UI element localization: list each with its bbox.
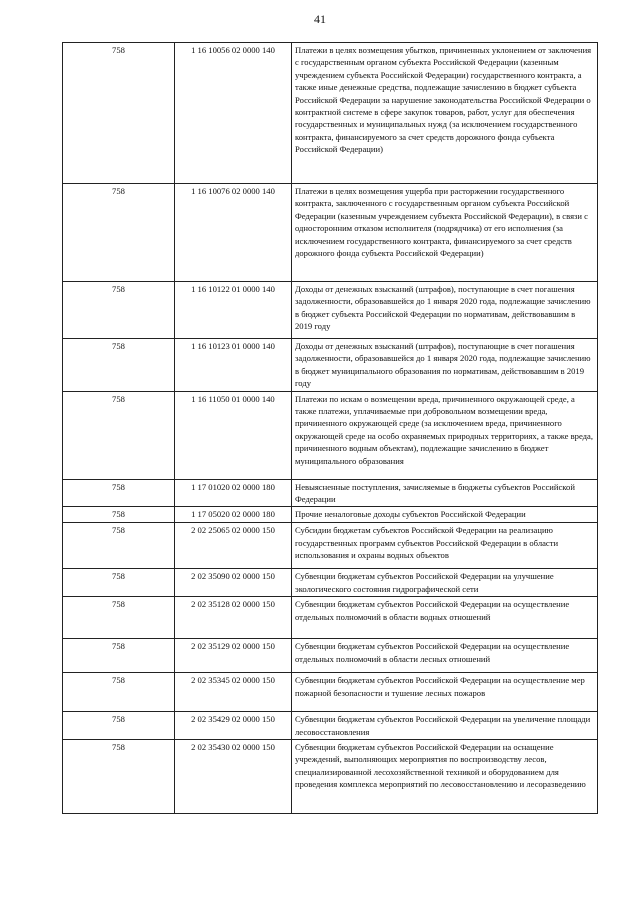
revenue-description-cell: Платежи в целях возмещения убытков, причиненных уклонением от заключения с государственным органом субъекта Российской Федерации (казенным учреждением субъекта Российской Федерации) государственного контракта, а также иные денежные средства, подлежащие зачислению в бюджет субъекта Российской Федерации за нарушение законодательства Российской Федерации о контрактной системе в сфере закупок товаров, работ, услуг для обеспечения государственных и муниципальных нужд (за исключением государственного контракта, финансируемого за счет средств дорожного фонда субъекта Российской Федерации) xyxy=(292,43,598,184)
admin-code-cell: 758 xyxy=(63,43,175,184)
revenue-description-cell: Субвенции бюджетам субъектов Российской Федерации на осуществление отдельных полномочий в области лесных отношений xyxy=(292,639,598,673)
admin-code-cell: 758 xyxy=(63,523,175,569)
admin-code-cell: 758 xyxy=(63,339,175,392)
revenue-code-cell: 2 02 35429 02 0000 150 xyxy=(175,712,292,740)
revenue-description-cell: Доходы от денежных взысканий (штрафов), поступающие в счет погашения задолженности, образовавшейся до 1 января 2020 года, подлежащие зачислению в бюджет муниципального образования по нормативам, действовавшим в 2019 году xyxy=(292,339,598,392)
table-row xyxy=(63,43,598,184)
revenue-code-cell: 2 02 35128 02 0000 150 xyxy=(175,597,292,639)
admin-code-cell: 758 xyxy=(63,740,175,814)
table-row xyxy=(63,479,598,507)
admin-code-cell: 758 xyxy=(63,712,175,740)
revenue-description-cell: Субсидии бюджетам субъектов Российской Федерации на реализацию государственных программ субъектов Российской Федерации в области использования и охраны водных объектов xyxy=(292,523,598,569)
revenue-codes-table xyxy=(62,42,598,814)
admin-code-cell: 758 xyxy=(63,569,175,597)
revenue-description-cell: Платежи по искам о возмещении вреда, причиненного окружающей среде, а также платежи, уплачиваемые при добровольном возмещении вреда, причиненного окружающей среде (за исключением вреда, причиненного окружающей среде на особо охраняемых природных территориях, а также вреда, причиненного водным объектам), подлежащие зачислению в бюджет муниципального образования xyxy=(292,391,598,479)
revenue-code-cell: 2 02 35129 02 0000 150 xyxy=(175,639,292,673)
admin-code-cell: 758 xyxy=(63,391,175,479)
table-row xyxy=(63,507,598,523)
table-row xyxy=(63,673,598,712)
revenue-code-cell: 2 02 35430 02 0000 150 xyxy=(175,740,292,814)
page-number: 41 xyxy=(314,12,326,26)
table-row xyxy=(63,339,598,392)
admin-code-cell: 758 xyxy=(63,479,175,507)
revenue-code-cell: 1 17 01020 02 0000 180 xyxy=(175,479,292,507)
table-row xyxy=(63,184,598,282)
revenue-code-cell: 2 02 25065 02 0000 150 xyxy=(175,523,292,569)
table-row xyxy=(63,569,598,597)
revenue-code-cell: 1 16 10122 01 0000 140 xyxy=(175,282,292,339)
admin-code-cell: 758 xyxy=(63,184,175,282)
revenue-description-cell: Субвенции бюджетам субъектов Российской Федерации на осуществление отдельных полномочий в области водных отношений xyxy=(292,597,598,639)
revenue-description-cell: Доходы от денежных взысканий (штрафов), поступающие в счет погашения задолженности, образовавшейся до 1 января 2020 года, подлежащие зачислению в бюджет субъекта Российской Федерации по нормативам, действовавшим в 2019 году xyxy=(292,282,598,339)
revenue-code-cell: 1 16 11050 01 0000 140 xyxy=(175,391,292,479)
table-row xyxy=(63,712,598,740)
table-row xyxy=(63,523,598,569)
revenue-description-cell: Невыясненные поступления, зачисляемые в бюджеты субъектов Российской Федерации xyxy=(292,479,598,507)
admin-code-cell: 758 xyxy=(63,639,175,673)
admin-code-cell: 758 xyxy=(63,282,175,339)
admin-code-cell: 758 xyxy=(63,673,175,712)
revenue-description-cell: Прочие неналоговые доходы субъектов Российской Федерации xyxy=(292,507,598,523)
revenue-description-cell: Субвенции бюджетам субъектов Российской Федерации на осуществление мер пожарной безопасности и тушение лесных пожаров xyxy=(292,673,598,712)
revenue-description-cell: Платежи в целях возмещения ущерба при расторжении государственного контракта, заключенного с государственным органом субъекта Российской Федерации (казенным учреждением субъекта Российской Федерации), в связи с односторонним отказом исполнителя (подрядчика) от его исполнения (за исключением государственного контракта, финансируемого за счет средств дорожного фонда субъекта Российской Федерации) xyxy=(292,184,598,282)
table-row xyxy=(63,282,598,339)
admin-code-cell: 758 xyxy=(63,507,175,523)
revenue-code-cell: 1 16 10123 01 0000 140 xyxy=(175,339,292,392)
revenue-code-cell: 2 02 35090 02 0000 150 xyxy=(175,569,292,597)
table-row xyxy=(63,639,598,673)
table-row xyxy=(63,391,598,479)
revenue-description-cell: Субвенции бюджетам субъектов Российской Федерации на улучшение экологического состояния гидрографической сети xyxy=(292,569,598,597)
revenue-description-cell: Субвенции бюджетам субъектов Российской Федерации на увеличение площади лесовосстановления xyxy=(292,712,598,740)
revenue-code-cell: 1 16 10056 02 0000 140 xyxy=(175,43,292,184)
revenue-description-cell: Субвенции бюджетам субъектов Российской Федерации на оснащение учреждений, выполняющих мероприятия по воспроизводству лесов, специализированной лесохозяйственной техникой и оборудованием для проведения комплекса мероприятий по лесовосстановлению и лесоразведению xyxy=(292,740,598,814)
table-row xyxy=(63,740,598,814)
revenue-code-cell: 1 17 05020 02 0000 180 xyxy=(175,507,292,523)
revenue-code-cell: 2 02 35345 02 0000 150 xyxy=(175,673,292,712)
revenue-code-cell: 1 16 10076 02 0000 140 xyxy=(175,184,292,282)
table-row xyxy=(63,597,598,639)
admin-code-cell: 758 xyxy=(63,597,175,639)
